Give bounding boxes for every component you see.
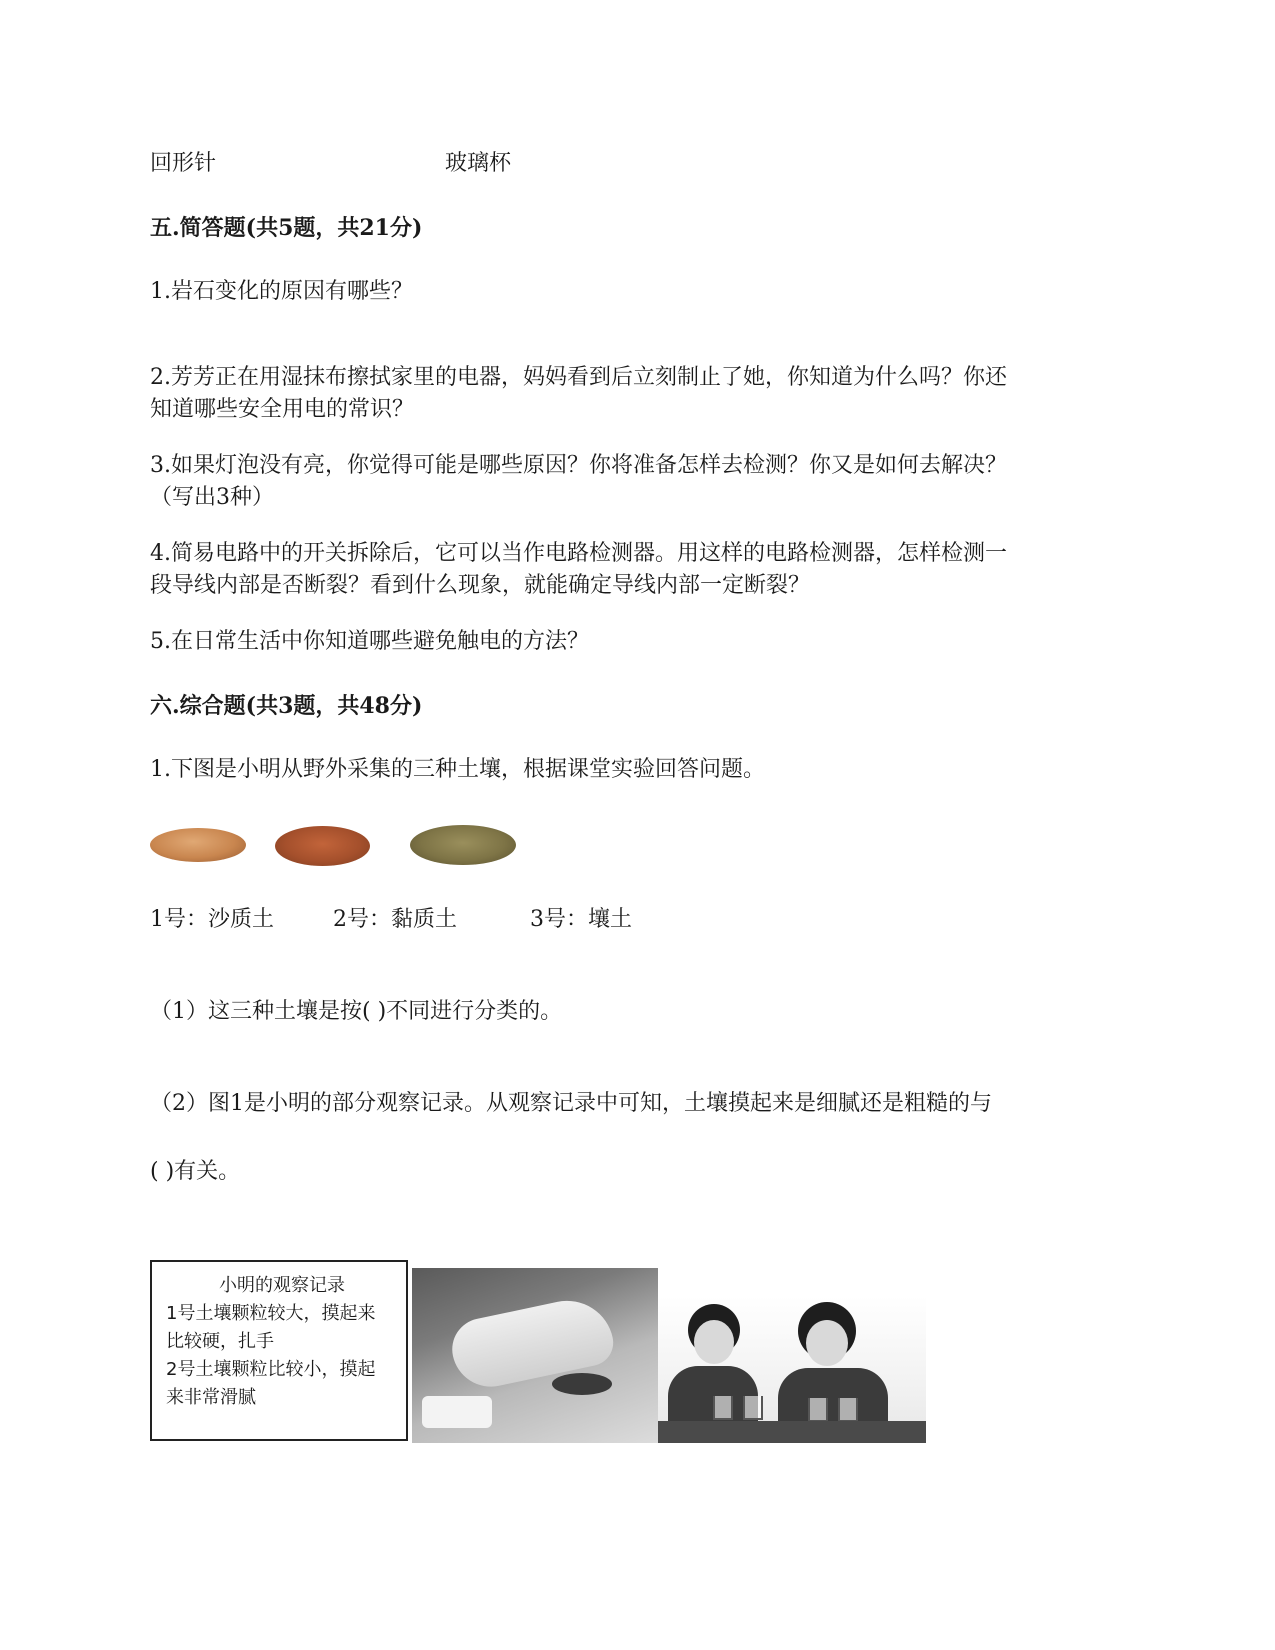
soil-pile-shape [552, 1373, 612, 1395]
beaker-icon [743, 1396, 763, 1420]
observation-record-line: 来非常滑腻 [166, 1387, 256, 1408]
soil-label-2: 2号：黏质土 [333, 907, 457, 932]
soil-label-3: 3号：壤土 [530, 907, 632, 932]
section-5-heading: 五.简答题(共5题，共21分) [150, 215, 423, 241]
question-5-2-line1: 2.芳芳正在用湿抹布擦拭家里的电器，妈妈看到后立刻制止了她，你知道为什么吗？你还 [150, 365, 1007, 390]
section-6-heading: 六.综合题(共3题，共48分) [150, 693, 423, 719]
paper-shape [422, 1396, 492, 1428]
question-5-5: 5.在日常生活中你知道哪些避免触电的方法？ [150, 629, 589, 654]
soil-label-1: 1号：沙质土 [150, 907, 274, 932]
observation-record-line: 比较硬，扎手 [166, 1331, 274, 1352]
sub-question-2-line2: ( )有关。 [150, 1159, 241, 1184]
sub-question-2-line1: （2）图1是小明的部分观察记录。从观察记录中可知，土壤摸起来是细腻还是粗糙的与 [150, 1091, 992, 1116]
observation-record-title: 小明的观察记录 [219, 1275, 345, 1296]
question-5-2-line2: 知道哪些安全用电的常识？ [150, 397, 415, 422]
soil-sample-2-image [275, 826, 370, 866]
soil-sample-3-image [410, 825, 516, 865]
child-2-face [806, 1320, 848, 1366]
child-1-face [694, 1320, 734, 1364]
table-surface [658, 1421, 926, 1443]
observation-record-line: 1号土壤颗粒较大，摸起来 [166, 1303, 376, 1324]
observation-record-box [150, 1260, 408, 1441]
children-experiment-photo [658, 1296, 926, 1443]
item-paperclip: 回形针 [150, 151, 217, 176]
question-5-4-line1: 4.简易电路中的开关拆除后，它可以当作电路检测器。用这样的电路检测器，怎样检测一 [150, 541, 1007, 566]
beaker-icon [838, 1398, 858, 1422]
beaker-icon [713, 1396, 733, 1420]
question-5-3-line2: （写出3种） [150, 485, 274, 510]
observation-record-line: 2号土壤颗粒比较小，摸起 [166, 1359, 376, 1380]
beaker-icon [808, 1398, 828, 1422]
question-5-1: 1.岩石变化的原因有哪些？ [150, 279, 413, 304]
soil-sample-1-image [150, 828, 246, 862]
question-6-1-intro: 1.下图是小明从野外采集的三种土壤，根据课堂实验回答问题。 [150, 757, 765, 782]
question-5-3-line1: 3.如果灯泡没有亮，你觉得可能是哪些原因？你将准备怎样去检测？你又是如何去解决？ [150, 453, 1007, 478]
question-5-4-line2: 段导线内部是否断裂？看到什么现象，就能确定导线内部一定断裂？ [150, 573, 811, 598]
sub-question-1: （1）这三种土壤是按( )不同进行分类的。 [150, 999, 563, 1024]
item-glass-cup: 玻璃杯 [445, 151, 512, 176]
hand-touching-soil-photo [412, 1268, 658, 1443]
